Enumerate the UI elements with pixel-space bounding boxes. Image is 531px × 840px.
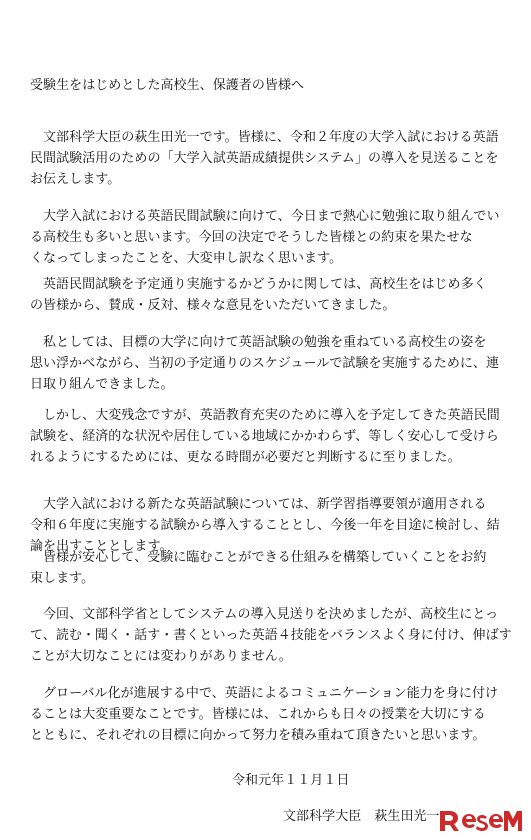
paragraph-5-line-3: れるようにするためには、更なる時間が必要だと判断するに至りました。	[30, 450, 461, 465]
paragraph-8-line-2: て、読む・聞く・話す・書くといった英語４技能をバランスよく身に付け、伸ばす	[30, 628, 512, 643]
paragraph-5-line-1: しかし、大変残念ですが、英語教育充実のために導入を予定してきた英語民間	[43, 408, 500, 423]
paragraph-1-line-3: お伝えします。	[30, 172, 121, 187]
paragraph-9-line-3: とともに、それぞれの目標に向かって努力を積み重ねて頂きたいと思います。	[30, 728, 486, 743]
paragraph-6-line-2: 令和６年度に実施する試験から導入することとし、今後一年を目途に検討し、結	[30, 518, 500, 533]
paragraph-1-line-2: 民間試験活用のための「大学入試英語成績提供システム」の導入を見送ることを	[30, 151, 499, 166]
paragraph-3-line-1: 英語民間試験を予定通り実施するかどうかに関しては、高校生をはじめ多く	[43, 277, 487, 292]
letter-date: 令和元年１１月１日	[232, 773, 350, 788]
paragraph-4-line-1: 私としては、目標の大学に向けて英語試験の勉強を重ねている高校生の姿を	[43, 335, 487, 350]
paragraph-8-line-1: 今回、文部科学省としてシステムの導入見送りを決めましたが、高校生にとっ	[43, 607, 499, 622]
paragraph-9-line-1: グローバル化が進展する中で、英語によるコミュニケーション能力を身に付け	[43, 686, 499, 701]
signature: 文部科学大臣 萩生田光一	[283, 809, 440, 824]
resemom-logo	[435, 807, 527, 835]
paragraph-8-line-3: ことが大切なことには変わりがありません。	[30, 649, 292, 664]
paragraph-6-line-3: 論を出すこととします。	[30, 539, 173, 554]
paragraph-2-line-1: 大学入試における英語民間試験に向けて、今日まで熱心に勉強に取り組んでい	[43, 209, 500, 224]
paragraph-7-line-1: 皆様が安心して、受験に臨むことができる仕組みを構築していくことをお約	[43, 550, 487, 565]
paragraph-7-line-2: 束します。	[30, 571, 95, 586]
paragraph-4-line-2: 思い浮かべながら、当初の予定通りのスケジュールで試験を実施するために、連	[30, 356, 500, 371]
paragraph-2-line-3: くなってしまったことを、大変申し訳なく思います。	[30, 251, 343, 266]
paragraph-3-line-2: の皆様から、賛成・反対、様々な意見をいただいてきました。	[30, 298, 396, 313]
paragraph-5-line-2: 試験を、経済的な状況や居住している地域にかかわらず、等しく安心して受けら	[30, 429, 499, 444]
paragraph-9-line-2: ることは大変重要なことです。皆様には、これからも日々の授業を大切にする	[30, 707, 486, 722]
paragraph-4-line-3: 日取り組んできました。	[30, 377, 174, 392]
paragraph-6-line-1: 大学入試における新たな英語試験については、新学習指導要領が適用される	[43, 497, 487, 512]
paragraph-1-line-1: 文部科学大臣の萩生田光一です。皆様に、令和２年度の大学入試における英語	[43, 130, 499, 145]
salutation: 受験生をはじめとした高校生、保護者の皆様へ	[30, 78, 305, 93]
paragraph-2-line-2: る高校生も多いと思います。今回の決定でそうした皆様との約束を果たせな	[30, 230, 473, 245]
